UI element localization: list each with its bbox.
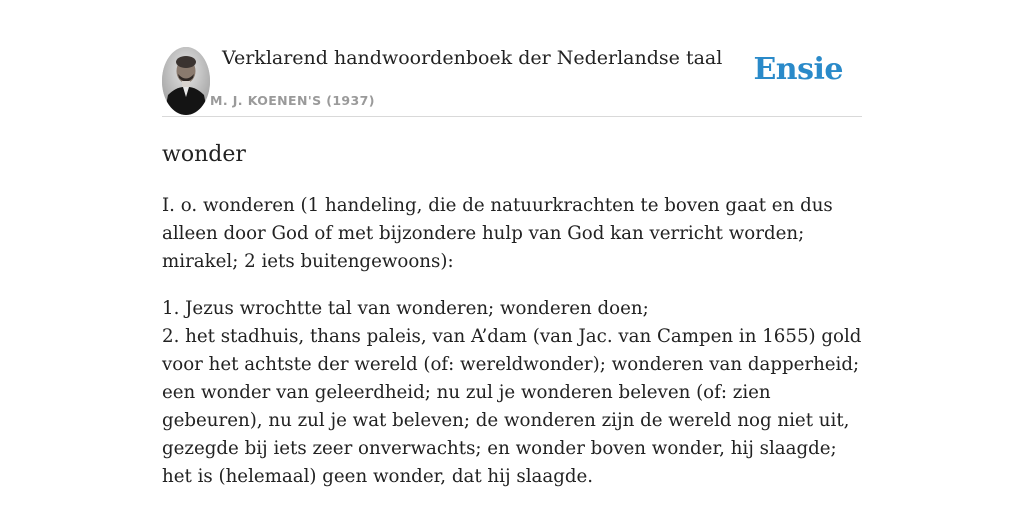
example-item: 2. het stadhuis, thans paleis, van A’dam (van Jac. van Campen in 1655) gold voor het achtste der wereld (of: wereldwonder); wonderen van dapperheid; een wonder van geleerdheid; nu zul je wonderen beleven (of: zien gebeuren), nu zul je wat beleven; de wonderen zijn de wereld nog niet uit, gezegde bij iets zeer onverwachts; en wonder boven wonder, hij slaagde; het is (helemaal) geen wonder, dat hij slaagde. <box>162 326 862 487</box>
brand-logo-link[interactable]: Ensie <box>753 52 843 87</box>
entry-examples <box>162 295 862 491</box>
author-portrait-icon <box>162 47 210 115</box>
entry-headword: wonder <box>162 142 246 167</box>
book-title: Verklarend handwoordenboek der Nederlandse taal <box>222 47 723 69</box>
page <box>162 0 862 487</box>
entry-definition: I. o. wonderen (1 handeling, die de natuurkrachten te boven gaat en dus alleen door God of met bijzondere hulp van God kan verricht worden; mirakel; 2 iets buitengewoons): <box>162 195 833 272</box>
example-item: 1. Jezus wrochtte tal van wonderen; wonderen doen; <box>162 298 649 319</box>
book-subtitle: M. J. KOENEN'S (1937) <box>210 93 375 108</box>
header <box>162 0 862 117</box>
